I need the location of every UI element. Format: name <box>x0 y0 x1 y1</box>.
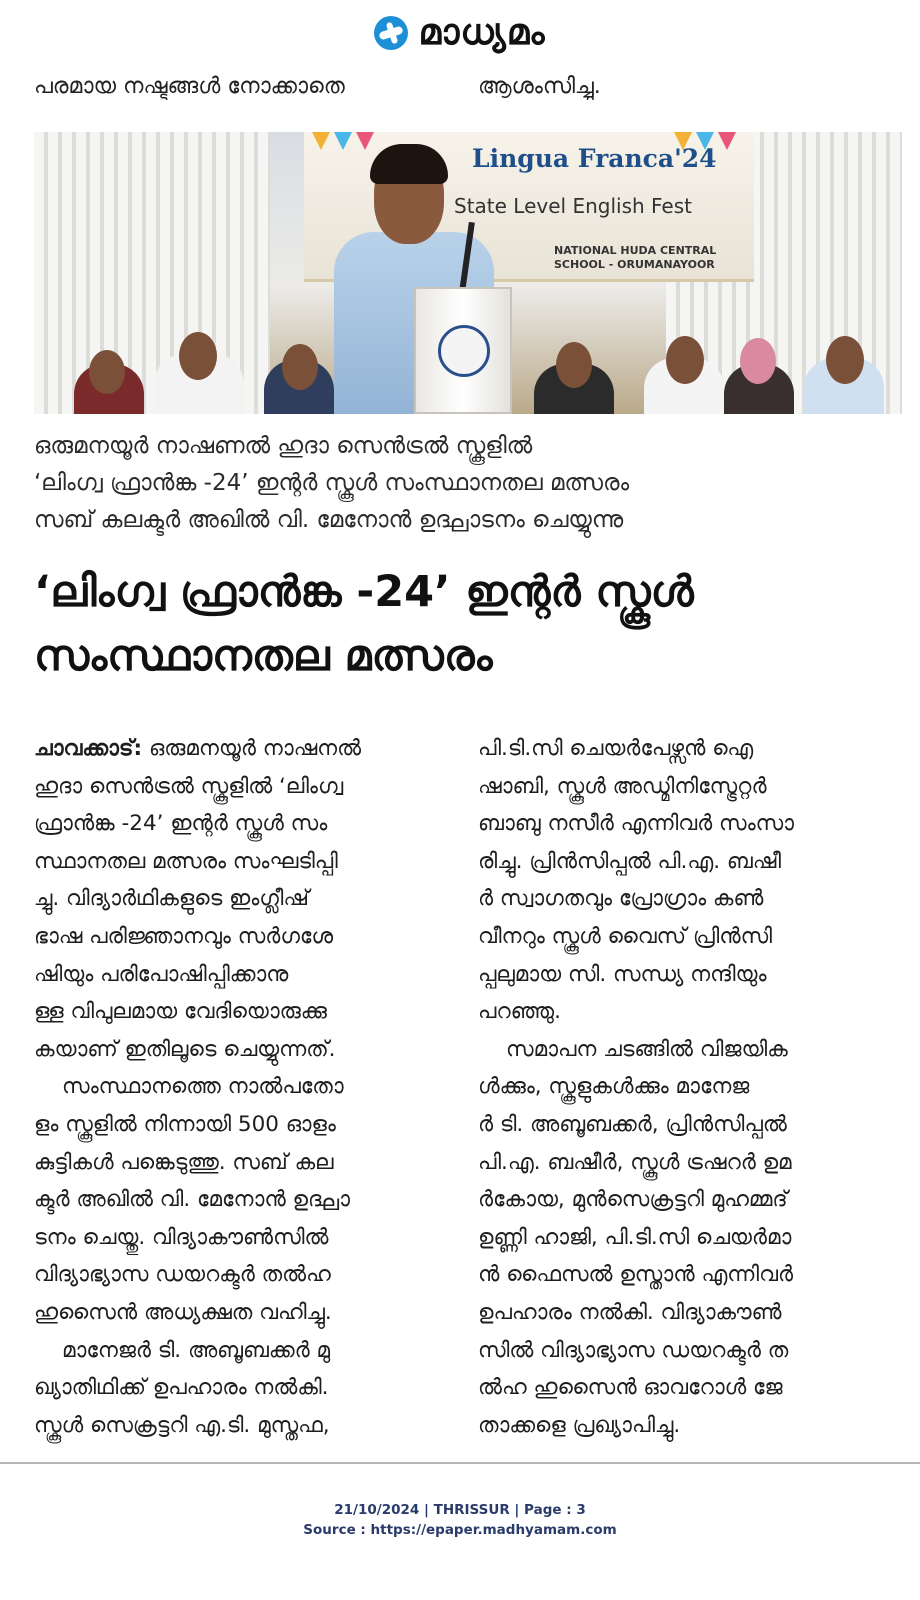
article-line: സിൽ വിദ്യാഭ്യാസ ഡയറക്ടർ ത <box>478 1337 789 1363</box>
article-line: ഒരുമനയൂർ നാഷനൽ <box>142 736 362 761</box>
article-headline <box>34 560 902 688</box>
banner-school <box>554 244 716 272</box>
article-line: കുട്ടികൾ പങ്കെടുത്തു. സബ് കല <box>34 1149 334 1175</box>
article-column-left <box>34 730 454 1444</box>
banner-school-line1: NATIONAL HUDA CENTRAL <box>554 244 717 257</box>
article-line: ഹുസൈൻ അധ്യക്ഷത വഹിച്ചു. <box>34 1299 332 1325</box>
article-line: ഖ്യാതിഥിക്ക് ഉപഹാരം നൽകി. <box>34 1375 329 1401</box>
article-line: ച്ചു. വിദ്യാർഥികളുടെ ഇംഗ്ലീഷ് <box>34 886 309 912</box>
headline-line: സംസ്ഥാനതല മത്സരം <box>34 631 493 681</box>
article-line: ൻ ഫൈസൽ ഉസ്താൻ എന്നിവർ <box>478 1262 794 1288</box>
article-line: ഷാബി, സ്കൂൾ അഡ്മിനിസ്ട്രേറ്റർ <box>478 773 767 799</box>
article-line: ഷിയും പരിപോഷിപ്പിക്കാനു <box>34 961 289 987</box>
article-line: വിദ്യാഭ്യാസ ഡയറക്ടർ തൽഹ <box>34 1262 331 1288</box>
article-line: ർ സ്വാഗതവും പ്രോഗ്രാം കൺ <box>478 886 764 912</box>
article-line: സമാപന ചടങ്ങിൽ വിജയിക <box>506 1036 788 1062</box>
masthead <box>0 0 920 66</box>
footer-source-link[interactable]: Source : https://epaper.madhyamam.com <box>303 1522 617 1538</box>
dateline: ചാവക്കാട്: <box>34 736 143 761</box>
article-line: രിച്ചു. പ്രിൻസിപ്പൽ പി.എ. ബഷീ <box>478 848 782 874</box>
article-line: പി.ടി.സി ചെയർപേഴ്സൻ ഐ <box>478 736 754 761</box>
article-line: ളം സ്കൂളിൽ നിന്നായി 500 ഓളം <box>34 1111 336 1137</box>
clipped-text-left: പരമായ നഷ്ടങ്ങൾ നോക്കാതെ <box>34 74 345 99</box>
article-line: പറഞ്ഞു. <box>478 999 561 1025</box>
article-line: സംസ്ഥാനത്തെ നാൽപതോ <box>62 1074 344 1100</box>
caption-line: സബ് കലക്ടർ അഖിൽ വി. മേനോൻ ഉദ്ഘാടനം ചെയ്യുന്നു <box>34 507 624 533</box>
article-line: ബാബു നസീർ എന്നിവർ സംസാ <box>478 811 795 837</box>
masthead-logo-text: മാധ്യമം <box>418 12 546 53</box>
article-line: ഉപഹാരം നൽകി. വിദ്യാകൗൺ <box>478 1299 782 1325</box>
news-photo <box>34 132 902 414</box>
caption-line: ‘ലിംഗ്വ ഫ്രാൻങ്ക -24’ ഇന്റർ സ്കൂൾ സംസ്ഥാനതല മത്സരം <box>34 470 630 496</box>
footer-date-edition: 21/10/2024 | THRISSUR | Page : 3 <box>334 1502 586 1518</box>
article-line: കയാണ് ഇതിലൂടെ ചെയ്യുന്നത്. <box>34 1036 336 1062</box>
caption-line: ഒരുമനയൂർ നാഷണൽ ഹുദാ സെൻട്രൽ സ്കൂളിൽ <box>34 433 533 459</box>
banner-school-line2: SCHOOL - ORUMANAYOOR <box>554 258 715 271</box>
article-line: പി.എ. ബഷീർ, സ്കൂൾ ട്രഷറർ ഉമ <box>478 1149 792 1175</box>
article-line: സ്കൂൾ സെക്രട്ടറി എ.ടി. മുസ്തഫ, <box>34 1412 330 1438</box>
footer-divider <box>0 1462 920 1464</box>
article-line: വീനറും സ്കൂൾ വൈസ് പ്രിൻസി <box>478 923 773 949</box>
article-first-line <box>34 730 454 768</box>
school-seal-icon <box>438 325 490 377</box>
article-line: ൾക്കും, സ്കൂളുകൾക്കും മാനേജ <box>478 1074 750 1100</box>
article-line: സ്ഥാനതല മത്സരം സംഘടിപ്പി <box>34 848 338 874</box>
article-line: പ്പലുമായ സി. സന്ധ്യ നന്ദിയും <box>478 961 767 987</box>
article-line: ഉണ്ണി ഹാജി, പി.ടി.സി ചെയർമാ <box>478 1224 792 1250</box>
clipped-text-right: ആശംസിച്ചു. <box>478 74 601 99</box>
article-line: ഫ്രാൻങ്ക -24’ ഇന്റർ സ്കൂൾ സം <box>34 811 328 837</box>
clipped-previous-text <box>0 66 920 100</box>
article-line: താക്കളെ പ്രഖ്യാപിച്ചു. <box>478 1412 681 1438</box>
article-line: ള്ള വിപുലമായ വേദിയൊരുക്കു <box>34 999 327 1025</box>
page-footer <box>0 1500 920 1540</box>
article-line: ൽഹ ഹുസൈൻ ഓവറോൾ ജേ <box>478 1375 783 1401</box>
article-line: മാനേജർ ടി. അബൂബക്കർ മു <box>62 1337 330 1363</box>
article-column-right <box>478 730 902 1444</box>
madhyamam-logo-icon <box>374 16 408 50</box>
article-line: ർ ടി. അബൂബക്കർ, പ്രിൻസിപ്പൽ <box>478 1111 787 1137</box>
headline-line: ‘ലിംഗ്വ ഫ്രാൻങ്ക -24’ ഇന്റർ സ്കൂൾ <box>34 567 694 617</box>
article-line: ക്ടർ അഖിൽ വി. മേനോൻ ഉദ്ഘാ <box>34 1187 351 1213</box>
article-line: ടനം ചെയ്തു. വിദ്യാകൗൺസിൽ <box>34 1224 329 1250</box>
article-line: ർകോയ, മുൻസെക്രട്ടറി മുഹമ്മദ് <box>478 1187 788 1213</box>
banner-subtitle: State Level English Fest <box>454 194 692 218</box>
article-line: ഭാഷ പരിജ്ഞാനവും സർഗശേ <box>34 923 334 949</box>
banner-title: Lingua Franca'24 <box>472 144 717 173</box>
photo-caption <box>34 428 902 539</box>
podium <box>414 287 512 414</box>
article-line: ഹുദാ സെൻട്രൽ സ്കൂളിൽ ‘ലിംഗ്വ <box>34 773 344 799</box>
